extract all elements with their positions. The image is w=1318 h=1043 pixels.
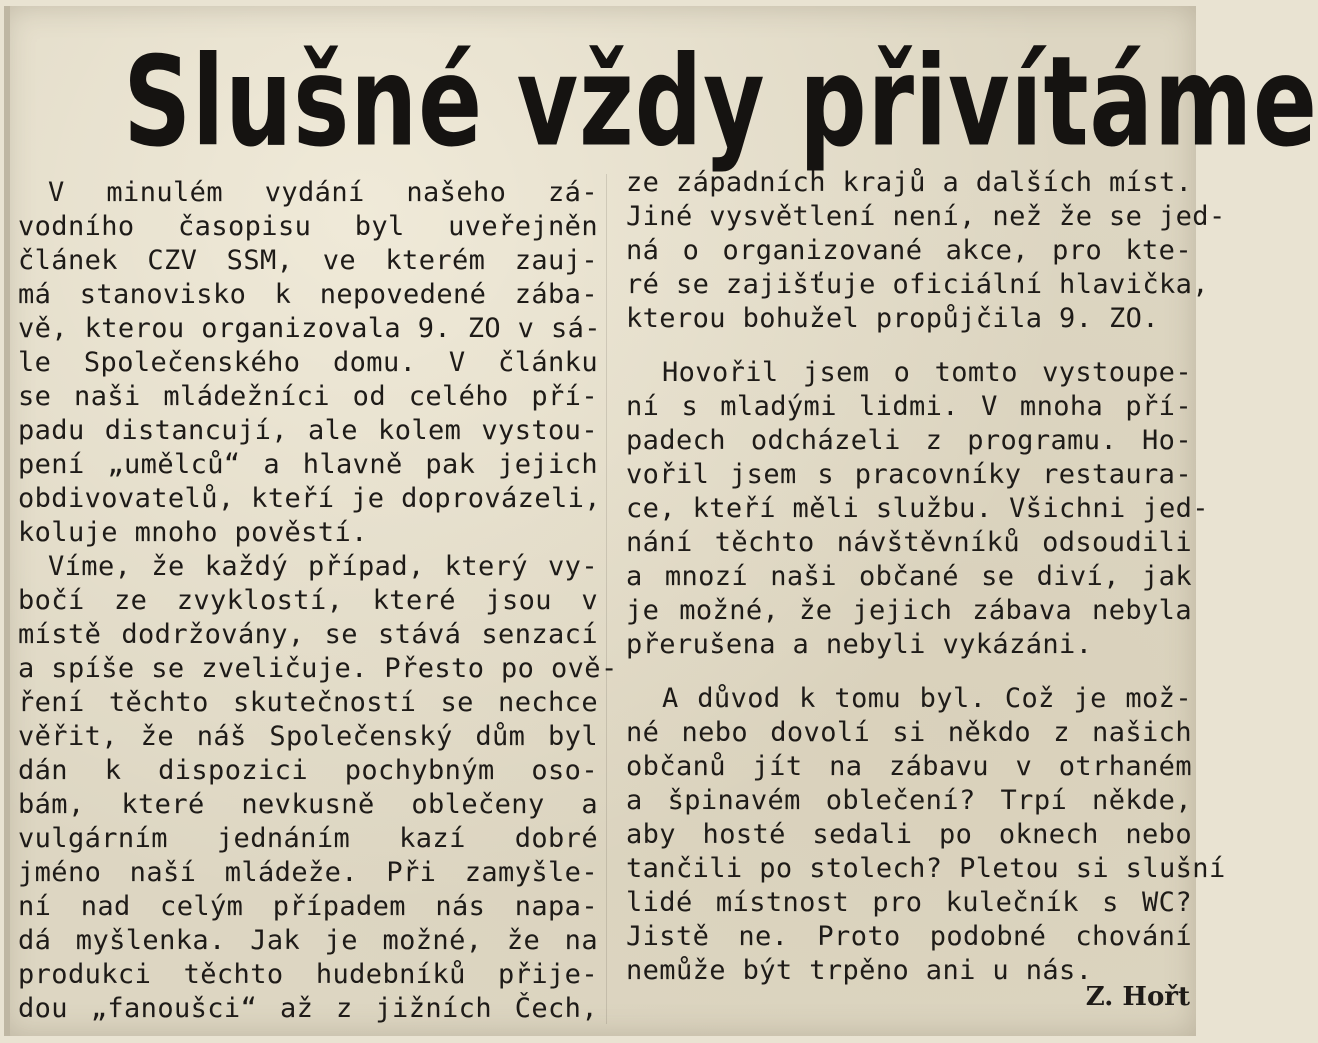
text-line: ní s mladými lidmi. V mnoha pří- bbox=[626, 391, 1192, 422]
text-line: V minulém vydání našeho zá- bbox=[48, 177, 598, 208]
text-line: né nebo dovolí si někdo z našich bbox=[626, 717, 1192, 748]
text-line: bám, které nevkusně oblečeny a bbox=[18, 789, 598, 820]
text-line: koluje mnoho pověstí. bbox=[18, 517, 368, 548]
text-line: má stanovisko k nepovedené zába- bbox=[18, 279, 598, 310]
text-line: ní nad celým případem nás napa- bbox=[18, 891, 598, 922]
text-line: padu distancují, ale kolem vystou- bbox=[18, 415, 598, 446]
text-line: přerušena a nebyli vykázáni. bbox=[626, 629, 1093, 660]
text-line: tančili po stolech? Pletou si slušní bbox=[626, 853, 1226, 884]
text-line: a špinavém oblečení? Trpí někde, bbox=[626, 785, 1192, 816]
text-line: nemůže být trpěno ani u nás. bbox=[626, 955, 1093, 986]
text-line: ce, kteří měli službu. Všichni jed- bbox=[626, 493, 1209, 524]
text-line: ná o organizované akce, pro kte- bbox=[626, 235, 1192, 266]
newspaper-clipping bbox=[4, 6, 1318, 1036]
text-line: ze západních krajů a dalších míst. bbox=[626, 167, 1193, 198]
text-line: A důvod k tomu byl. Což je mož- bbox=[662, 683, 1192, 714]
text-line: vořil jsem s pracovníky restaura- bbox=[626, 459, 1192, 490]
text-line: Víme, že každý případ, který vy- bbox=[48, 551, 598, 582]
text-line: článek CZV SSM, ve kterém zauj- bbox=[18, 245, 598, 276]
left-column bbox=[18, 176, 618, 1026]
text-line: místě dodržovány, se stává senzací bbox=[18, 619, 598, 650]
text-line: Hovořil jsem o tomto vystoupe- bbox=[662, 357, 1192, 388]
text-line: bočí ze zvyklostí, které jsou v bbox=[18, 585, 598, 616]
text-line: vodního časopisu byl uveřejněn bbox=[18, 211, 598, 242]
author-signature: Z. Hořt bbox=[1085, 982, 1190, 1012]
text-line: občanů jít na zábavu v otrhaném bbox=[626, 751, 1192, 782]
text-line: a mnozí naši občané se diví, jak bbox=[626, 561, 1192, 592]
text-line: ré se zajišťuje oficiální hlavička, bbox=[626, 269, 1209, 300]
text-line: dán k dispozici pochybným oso- bbox=[18, 755, 598, 786]
column-divider bbox=[606, 174, 607, 1024]
text-line: obdivovatelů, kteří je doprovázeli, bbox=[18, 483, 601, 514]
text-line: dá myšlenka. Jak je možné, že na bbox=[18, 925, 598, 956]
text-line: produkci těchto hudebníků přije- bbox=[18, 959, 598, 990]
article-headline: Slušné vždy přivítáme bbox=[123, 29, 1318, 174]
text-line: Jiné vysvětlení není, než že se jed- bbox=[626, 201, 1226, 232]
clipping-edge bbox=[4, 6, 10, 1036]
text-line: Jistě ne. Proto podobné chování bbox=[626, 921, 1192, 952]
text-line: vě, kterou organizovala 9. ZO v sá- bbox=[18, 313, 601, 344]
text-line: je možné, že jejich zábava nebyla bbox=[626, 595, 1192, 626]
text-line: padech odcházeli z programu. Ho- bbox=[626, 425, 1192, 456]
text-line: aby hosté sedali po oknech nebo bbox=[626, 819, 1192, 850]
text-line: le Společenského domu. V článku bbox=[18, 347, 598, 378]
text-line: se naši mládežníci od celého pří- bbox=[18, 381, 598, 412]
text-line: vulgárním jednáním kazí dobré bbox=[18, 823, 598, 854]
text-line: pení „umělců“ a hlavně pak jejich bbox=[18, 449, 598, 480]
text-line: nání těchto návštěvníků odsoudili bbox=[626, 527, 1192, 558]
text-line: ření těchto skutečností se nechce bbox=[18, 687, 598, 718]
text-line: jméno naší mládeže. Při zamyšle- bbox=[18, 857, 598, 888]
text-line: lidé místnost pro kulečník s WC? bbox=[626, 887, 1192, 918]
text-line: dou „fanoušci“ až z jižních Čech, bbox=[18, 993, 598, 1024]
text-line: a spíše se zveličuje. Přesto po ově- bbox=[18, 653, 618, 684]
text-line: věřit, že náš Společenský dům byl bbox=[18, 721, 598, 752]
text-line: kterou bohužel propůjčila 9. ZO. bbox=[626, 303, 1159, 334]
right-column bbox=[626, 166, 1226, 988]
